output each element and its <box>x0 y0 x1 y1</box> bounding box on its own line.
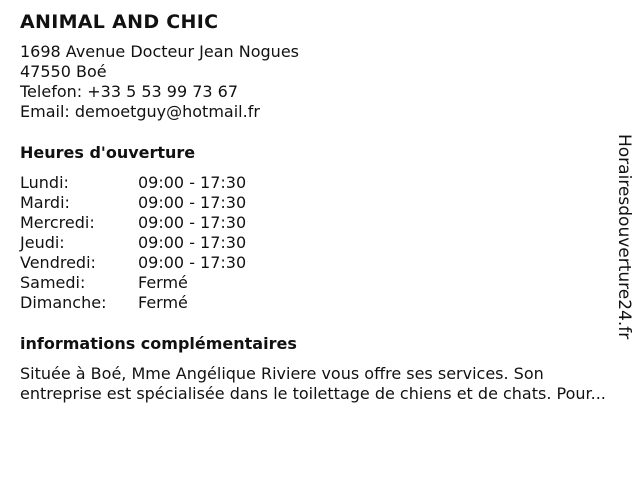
day-label: Mercredi: <box>20 213 95 232</box>
watermark-text: Horairesdouverture24.fr <box>614 134 634 340</box>
day-label: Mardi: <box>20 193 70 212</box>
phone-line: Telefon: +33 5 53 99 73 67 <box>20 82 239 101</box>
info-description: Située à Boé, Mme Angélique Riviere vous offre ses services. Son entreprise est spécialisée dans le toilettage de chiens et de chats. Pour... <box>20 364 606 403</box>
info-heading: informations complémentaires <box>20 334 297 353</box>
hours-row <box>20 293 620 313</box>
hours-row <box>20 193 620 213</box>
day-label: Dimanche: <box>20 293 107 312</box>
business-card <box>20 10 620 404</box>
time-value: Fermé <box>138 273 188 292</box>
time-value: 09:00 - 17:30 <box>138 253 247 272</box>
hours-table <box>20 173 620 313</box>
day-label: Jeudi: <box>20 233 65 252</box>
time-value: Fermé <box>138 293 188 312</box>
hours-row <box>20 173 620 193</box>
hours-row <box>20 253 620 273</box>
time-value: 09:00 - 17:30 <box>138 173 247 192</box>
time-value: 09:00 - 17:30 <box>138 233 247 252</box>
hours-row <box>20 273 620 293</box>
day-label: Lundi: <box>20 173 69 192</box>
address-line-1: 1698 Avenue Docteur Jean Nogues <box>20 42 299 61</box>
day-label: Samedi: <box>20 273 86 292</box>
hours-heading: Heures d'ouverture <box>20 143 196 162</box>
address-line-2: 47550 Boé <box>20 62 107 81</box>
business-name: ANIMAL AND CHIC <box>20 11 219 33</box>
hours-row <box>20 233 620 253</box>
time-value: 09:00 - 17:30 <box>138 193 247 212</box>
email-line: Email: demoetguy@hotmail.fr <box>20 102 260 121</box>
time-value: 09:00 - 17:30 <box>138 213 247 232</box>
contact-block <box>20 42 620 122</box>
hours-row <box>20 213 620 233</box>
day-label: Vendredi: <box>20 253 96 272</box>
